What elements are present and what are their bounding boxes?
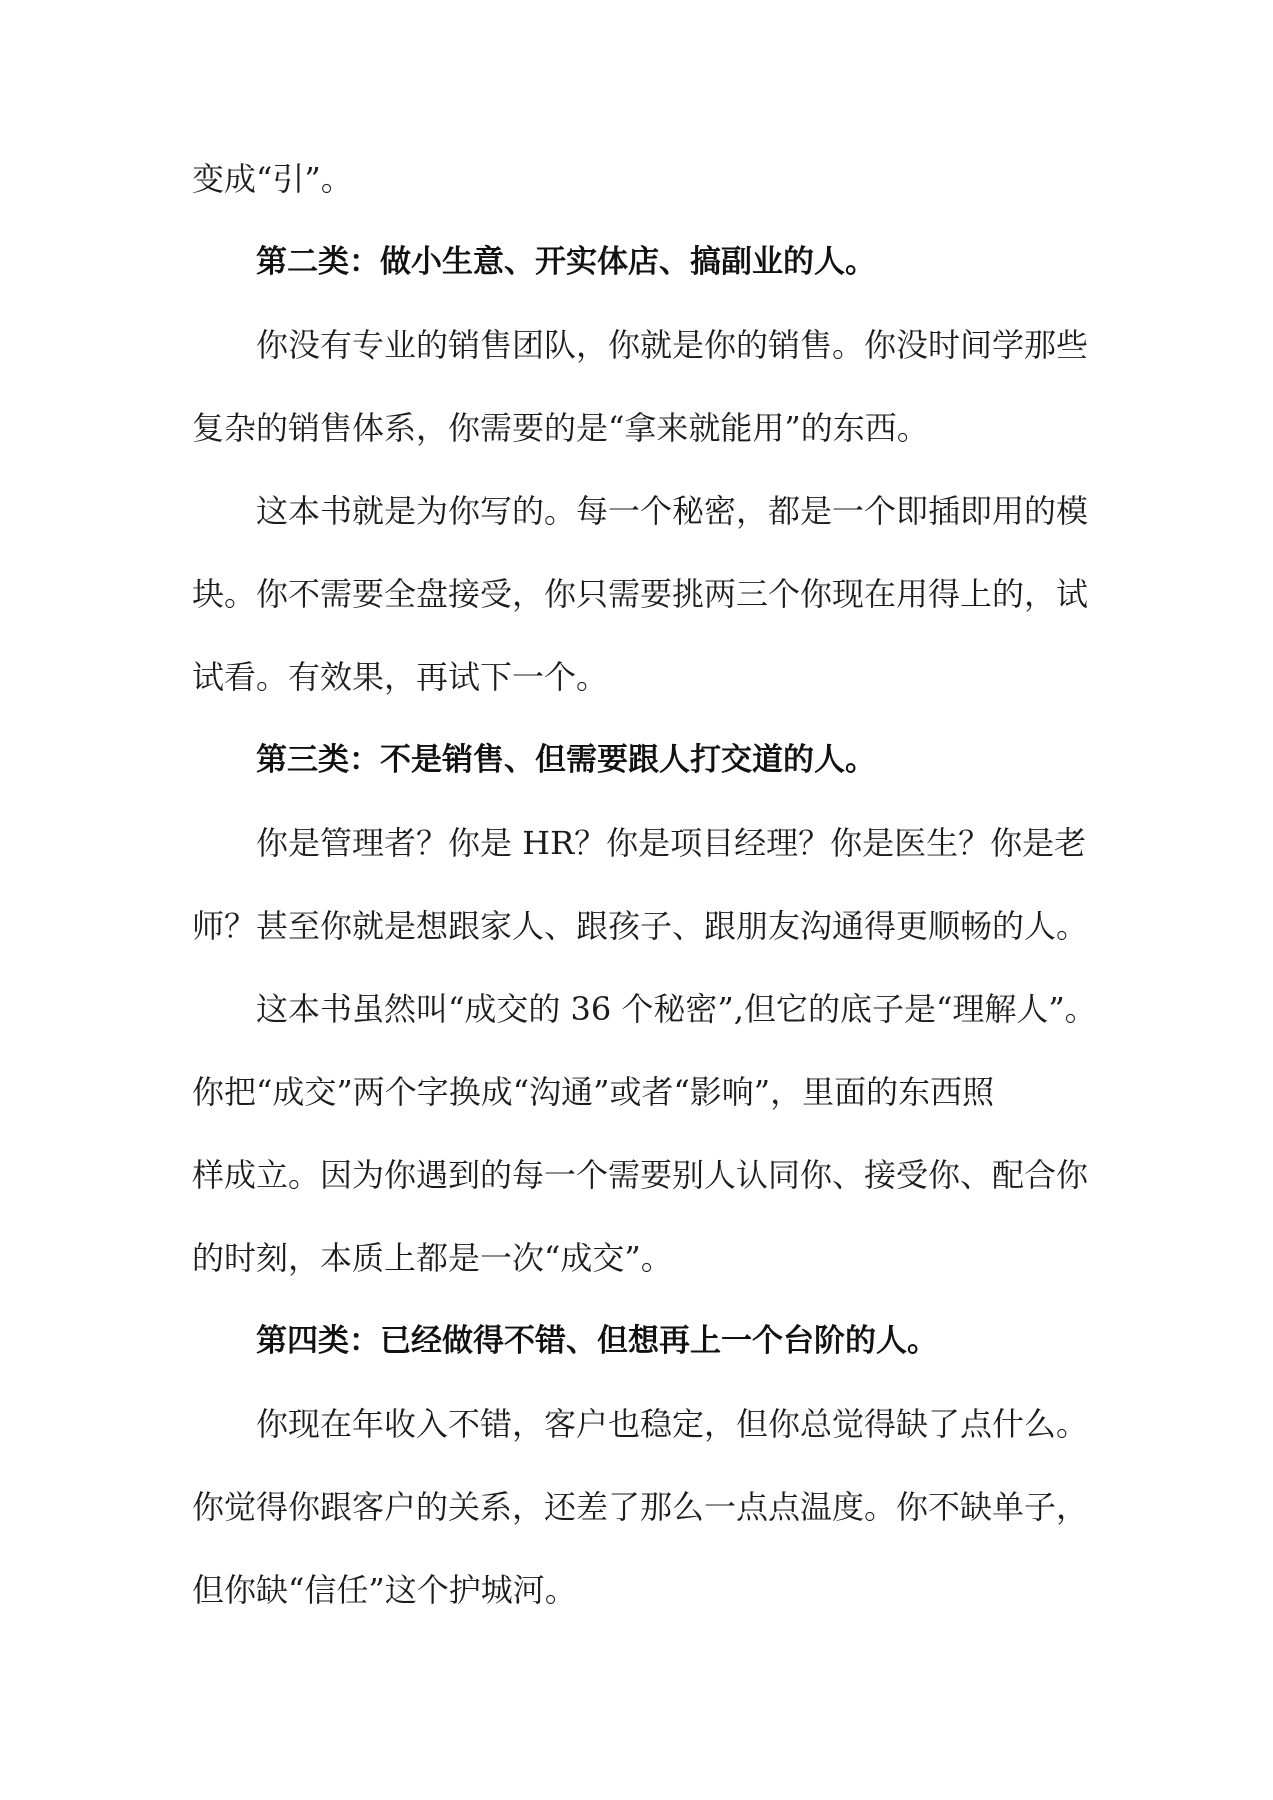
paragraph-line: 你是管理者？你是 HR？你是项目经理？你是医生？你是老 xyxy=(256,824,1087,862)
paragraph-line: 复杂的销售体系，你需要的是“拿来就能用”的东西。 xyxy=(192,409,929,447)
section-heading-category-4: 第四类：已经做得不错、但想再上一个台阶的人。 xyxy=(256,1323,938,1359)
section-heading-category-3: 第三类：不是销售、但需要跟人打交道的人。 xyxy=(256,742,876,778)
paragraph-line: 师？甚至你就是想跟家人、跟孩子、跟朋友沟通得更顺畅的人。 xyxy=(192,907,1089,945)
body-text xyxy=(192,160,1097,1654)
paragraph-line: 你觉得你跟客户的关系，还差了那么一点点温度。你不缺单子， xyxy=(192,1488,1089,1526)
paragraph-line: 但你缺“信任”这个护城河。 xyxy=(192,1571,577,1609)
paragraph-line: 你没有专业的销售团队，你就是你的销售。你没时间学那些 xyxy=(256,326,1089,364)
paragraph-line: 试看。有效果，再试下一个。 xyxy=(192,658,609,696)
section-heading-category-2: 第二类：做小生意、开实体店、搞副业的人。 xyxy=(256,244,876,280)
paragraph-line: 的时刻，本质上都是一次“成交”。 xyxy=(192,1239,673,1277)
paragraph-line: 你把“成交”两个字换成“沟通”或者“影响”，里面的东西照 xyxy=(192,1073,995,1111)
paragraph-line: 变成“引”。 xyxy=(192,160,353,198)
paragraph-line: 样成立。因为你遇到的每一个需要别人认同你、接受你、配合你 xyxy=(192,1156,1089,1194)
paragraph-line: 这本书虽然叫“成交的 36 个秘密”,但它的底子是“理解人”。 xyxy=(256,990,1097,1028)
paragraph-line: 块。你不需要全盘接受，你只需要挑两三个你现在用得上的，试 xyxy=(192,575,1089,613)
paragraph-line: 你现在年收入不错，客户也稳定，但你总觉得缺了点什么。 xyxy=(256,1405,1089,1443)
paragraph-line: 这本书就是为你写的。每一个秘密，都是一个即插即用的模 xyxy=(256,492,1089,530)
